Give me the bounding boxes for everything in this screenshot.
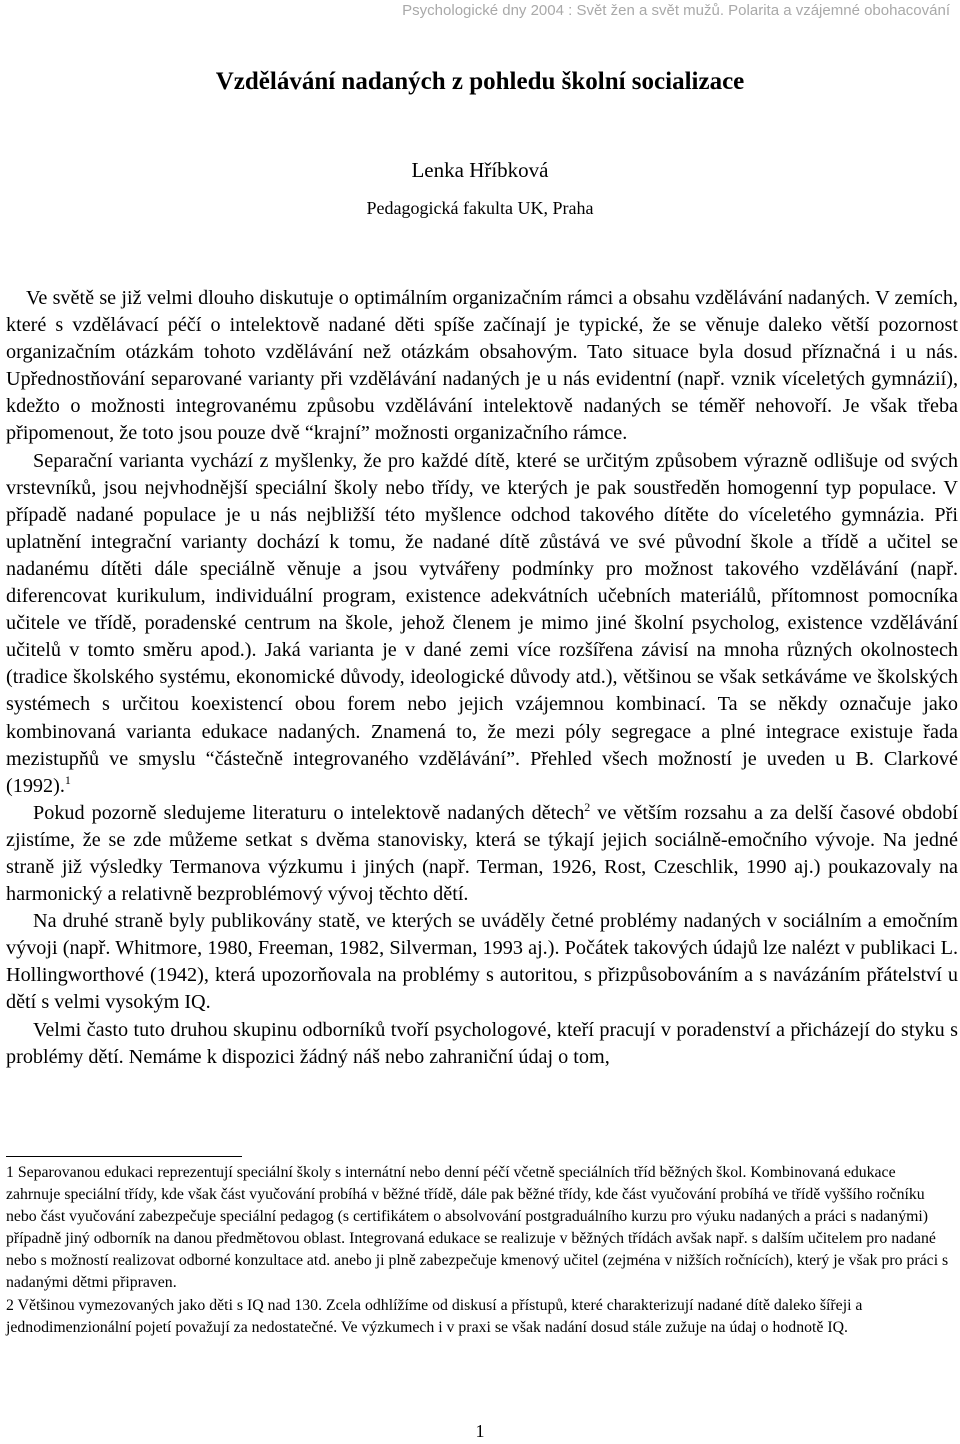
- footnotes: [6, 1162, 952, 1339]
- footnote-ref-1[interactable]: 1: [64, 772, 71, 787]
- author-name: Lenka Hříbková: [411, 158, 549, 182]
- paragraph-2-text: Separační varianta vychází z myšlenky, že pro každé dítě, které se určitým způsobem výrazně odlišuje od svých vrstevníků, jsou nejvhodnější speciální školy nebo třídy, ve kterých je pak soustředěn homogenní typ populace. V případě nadané populace je u nás nejbližší této myšlence odchod takového dítěte do víceletého gymnázia. Při uplatnění integrační varianty dochází k tomu, že nadané dítě zůstává ve své původní škole a třídě a učitel se nadanému dítěti dále speciálně věnuje a jsou vytvářeny podmínky pro možnost takového vzdělávání (např. diferencovat kurikulum, individuální program, existence adekvátních učebních materiálů, přítomnost pomocníka učitele ve třídě, poradenské centrum na škole, jehož členem je mimo jiné školní psycholog, existence vzdělávání učitelů v tomto směru apod.). Jaká varianta je v dané zemi více rozšířena závisí na mnoha různých okolnostech (tradice školského systému, ekonomické důvody, ideologické důvody atd.), většinou se však setkáváme ve školských systémech s určitou koexistencí obou forem nebo jejich vzájemnou kombinací. Ta se někdy označuje jako kombinovaná varianta edukace nadaných. Znamená to, že mezi póly segregace a plné integrace existuje řada mezistupňů ve smyslu “částečně integrovaného vzdělávání”. Přehled všech možností je uveden u B. Clarkové (1992).: [6, 449, 958, 797]
- footnote-separator: [6, 1156, 242, 1157]
- footnote-ref-2[interactable]: 2: [584, 799, 591, 814]
- paragraph-4: [6, 908, 958, 1016]
- running-header: Psychologické dny 2004 : Svět žen a svět mužů. Polarita a vzájemné obohacování: [402, 2, 950, 19]
- paragraph-1: [6, 285, 958, 448]
- paragraph-3: [6, 800, 958, 908]
- page-number: 1: [475, 1421, 485, 1441]
- footnote-2: 2 Většinou vymezovaných jako děti s IQ nad 130. Zcela odhlížíme od diskusí a přístupů, které charakterizují nadané dítě daleko šířeji a jednodimenzionální pojetí považují za nedostatečné. Ve výzkumech i v praxi se však nadání dosud stále zužuje na údaj o hodnotě IQ.: [6, 1296, 863, 1336]
- author-affiliation: Pedagogická fakulta UK, Praha: [366, 198, 594, 218]
- paragraph-4-text: Na druhé straně byly publikovány statě, ve kterých se uváděly četné problémy nadaných v sociálním a emočním vývoji (např. Whitmore, 1980, Freeman, 1982, Silverman, 1993 aj.). Počátek takových údajů lze nalézt v publikaci L. Hollingworthové (1942), která upozorňovala na problémy s autoritou, s přizpůsobováním a s navázáním přátelství u dětí s velmi vysokým IQ.: [6, 910, 958, 1014]
- paragraph-5: [6, 1017, 958, 1071]
- paragraph-3-text-b: ve větším rozsahu a za delší časové období zjistíme, že se zde můžeme setkat s dvěma stanovisky, která se týkají jejich sociálně-emočního vývoje. Na jedné straně již výsledky Termanova výzkumu i jiných (např. Terman, 1926, Rost, Czeschlik, 1990 aj.) poukazovaly na harmonický a relativně bezproblémový vývoj těchto dětí.: [6, 801, 958, 906]
- paragraph-5-text: Velmi často tuto druhou skupinu odborníků tvoří psychologové, kteří pracují v poradenství a přicházejí do styku s problémy dětí. Nemáme k dispozici žádný náš nebo zahraniční údaj o tom,: [6, 1018, 958, 1068]
- paragraph-1-text: Ve světě se již velmi dlouho diskutuje o optimálním organizačním rámci a obsahu vzdělávání nadaných. V zemích, které s vzdělávací péčí o intelektově nadané děti spíše začínají je typické, že se věnuje daleko větší pozornost organizačním otázkám tohoto vzdělávání než otázkám obsahovým. Tato situace byla dosud příznačná i u nás. Upřednostňování separované varianty při vzdělávání nadaných je u nás evidentní (např. vznik víceletých gymnázií), kdežto o možnosti integrovanému způsobu vzdělávání intelektově nadaných se téměř nehovoří. Je však třeba připomenout, že toto jsou pouze dvě “krajní” možnosti organizačního rámce.: [6, 287, 958, 445]
- paragraph-2: [6, 448, 958, 800]
- paragraph-3-text-a: Pokud pozorně sledujeme literaturu o intelektově nadaných dětech: [33, 801, 585, 824]
- article-title: Vzdělávání nadaných z pohledu školní socializace: [215, 68, 745, 95]
- article-body: [6, 285, 958, 1071]
- footnote-1: 1 Separovanou edukaci reprezentují speciální školy s internátní nebo denní péčí včetně speciálních tříd běžných škol. Kombinovaná edukace zahrnuje speciální třídy, kde však část vyučování probíhá v běžné třídě, dále pak běžné třídy, kde část vyučování probíhá ve třídě vyššího ročníku nebo část vyučování zabezpečuje speciální pedagog (s certifikátem o absolvování postgraduálního kurzu pro výuku nadaných a práci s nadanými) případně jiný odborník na danou předmětovou oblast. Integrovaná edukace se realizuje v běžných třídách avšak např. s dalším učitelem pro nadané nebo s možností realizovat odborné konzultace atd. anebo ji plně zabezpečuje kmenový učitel (zejména v nižších ročnících), který je však pro práci s nadanými dětmi připraven.: [6, 1164, 949, 1292]
